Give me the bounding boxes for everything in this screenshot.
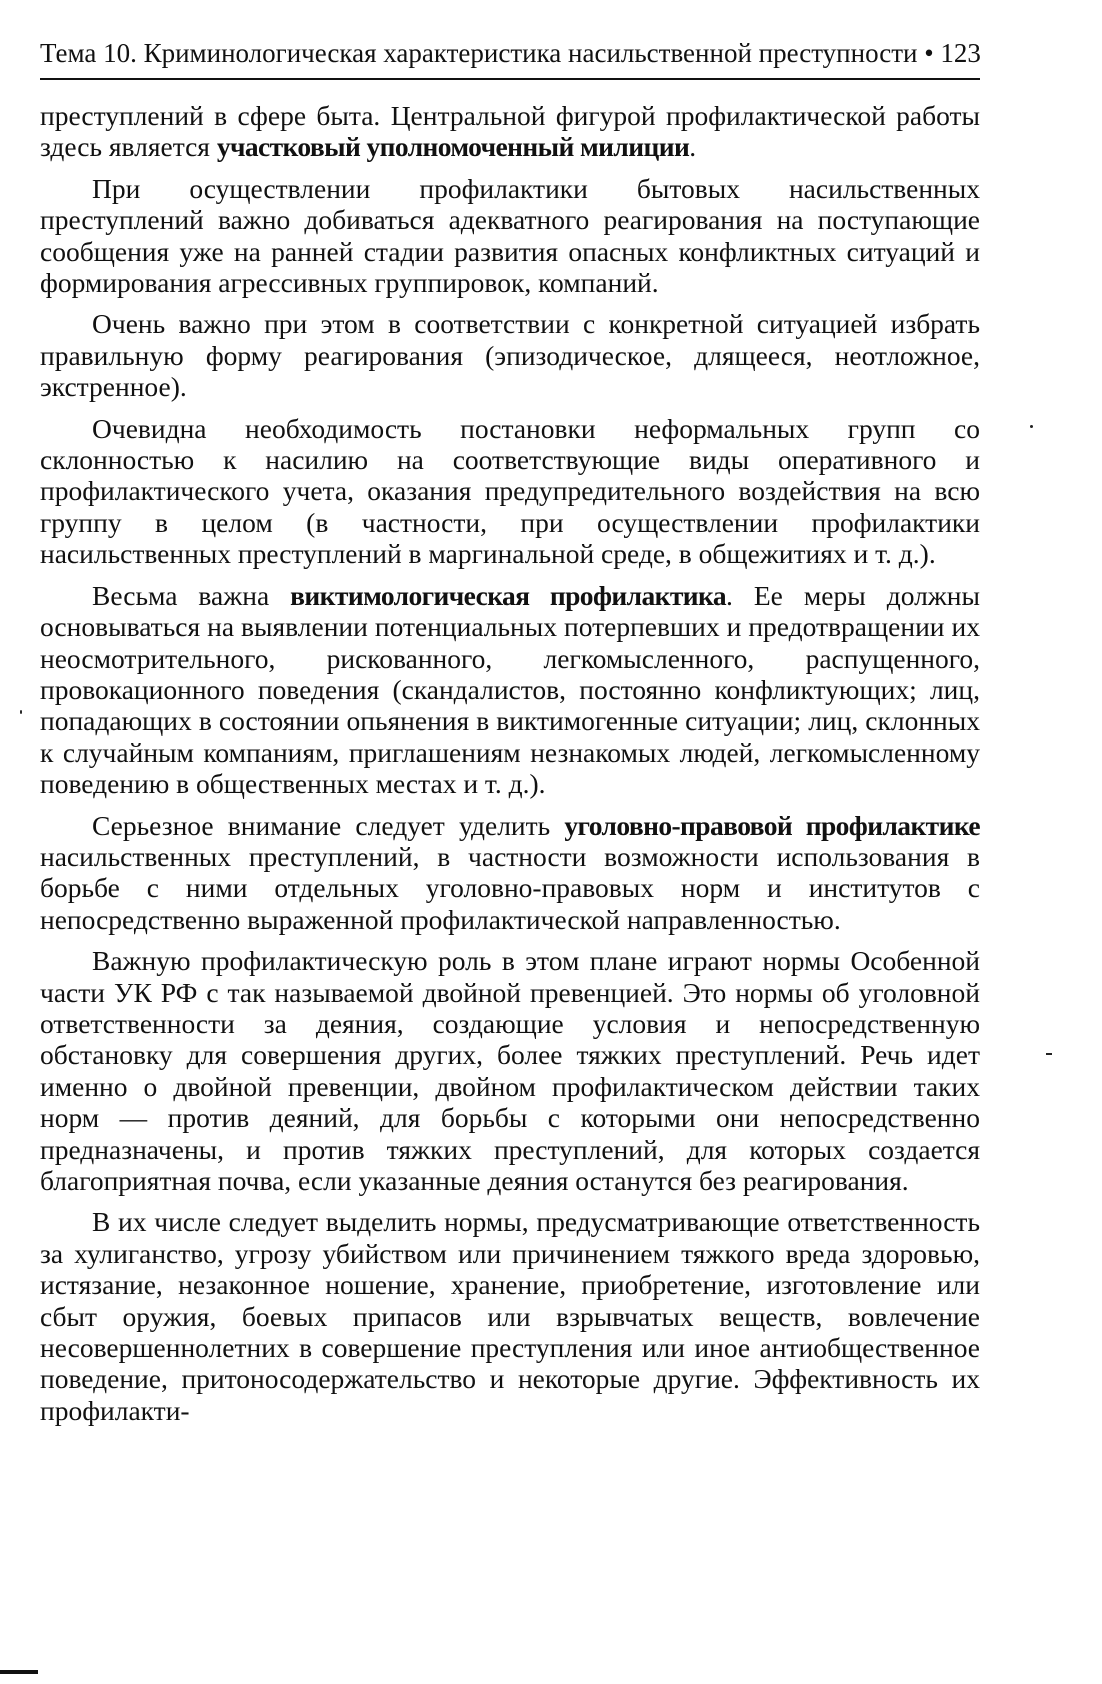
emphasis-victimological-prevention: виктимологическая профилактика — [290, 579, 726, 611]
scan-speck — [20, 710, 22, 714]
paragraph-1-end: . — [689, 131, 697, 163]
paragraph-6-end: насильственных преступлений, в частности возможности использования в борьбе с ними отдельных уголовно-правовых норм и институтов с непосредственно выраженной профилактической направленностью. — [40, 840, 980, 935]
header-rule — [40, 78, 980, 80]
body-text — [40, 100, 980, 1436]
paragraph-8: В их числе следует выделить нормы, предусматривающие ответственность за хулиганство, угрозу убийством или причинением тяжкого вреда здоровью, истязание, незаконное ношение, хранение, приобретение, изготовление или сбыт оружия, боевых припасов или взрывчатых веществ, вовлечение несовершеннолетних в совершение преступления или иное антиобщественное поведение, притоносодержательство и некоторые другие. Эффективность их профилакти- — [40, 1206, 980, 1426]
paragraph-6-start: Серьезное внимание следует уделить — [92, 809, 565, 841]
emphasis-district-officer: участковый уполномоченный милиции — [216, 131, 690, 163]
paragraph-4: Очевидна необходимость постановки неформальных групп со склонностью к насилию на соответствующие виды оперативного и профилактического учета, оказания предупредительного воздействия на всю группу в целом (в частности, при осуществлении профилактики насильственных преступлений в маргинальной среде, в общежитиях и т. д.). — [40, 412, 980, 570]
paragraph-1 — [40, 100, 980, 163]
emphasis-criminal-law-prevention: уголовно-правовой профилактике — [564, 809, 981, 841]
paragraph-7: Важную профилактическую роль в этом плане играют нормы Особенной части УК РФ с так называемой двойной превенцией. Это нормы об уголовной ответственности за деяния, создающие условия и непосредственную обстановку для совершения других, более тяжких преступлений. Речь идет именно о двойной превенции, двойном профилактическом действии таких норм — против деяний, для борьбы с которыми они непосредственно предназначены, и против тяжких преступлений, для которых создается благоприятная почва, если указанные деяния останутся без реагирования. — [40, 945, 980, 1196]
paragraph-2: При осуществлении профилактики бытовых насильственных преступлений важно добиваться адекватного реагирования на поступающие сообщения уже на ранней стадии развития опасных конфликтных ситуаций и формирования агрессивных группировок, компаний. — [40, 172, 980, 299]
scan-speck — [1046, 1053, 1052, 1055]
paragraph-5-end: . Ее меры должны основываться на выявлении потенциальных потерпевших и предотвращении их неосмотрительного, рискованного, легкомысленного, распущенного, провокационного поведения (скандалистов, постоянно конфликтующих; лиц, попадающих в состоянии опьянения в виктимогенные ситуации; лиц, склонных к случайным компаниям, приглашениям незнакомых людей, легкомысленному поведению в общественных местах и т. д.). — [40, 579, 980, 800]
paragraph-1-start: преступлений в сфере быта. Центральной фигурой профилактической работы здесь является — [40, 100, 980, 163]
scan-edge-mark — [0, 1670, 38, 1674]
scan-speck — [1030, 425, 1033, 428]
paragraph-6 — [40, 810, 980, 936]
paragraph-5 — [40, 580, 980, 800]
paragraph-5-start: Весьма важна — [92, 579, 291, 611]
running-header: Тема 10. Криминологическая характеристика насильственной преступности • 123 — [40, 38, 981, 68]
paragraph-3: Очень важно при этом в соответствии с конкретной ситуацией избрать правильную форму реагирования (эпизодическое, длящееся, неотложное, экстренное). — [40, 308, 980, 403]
